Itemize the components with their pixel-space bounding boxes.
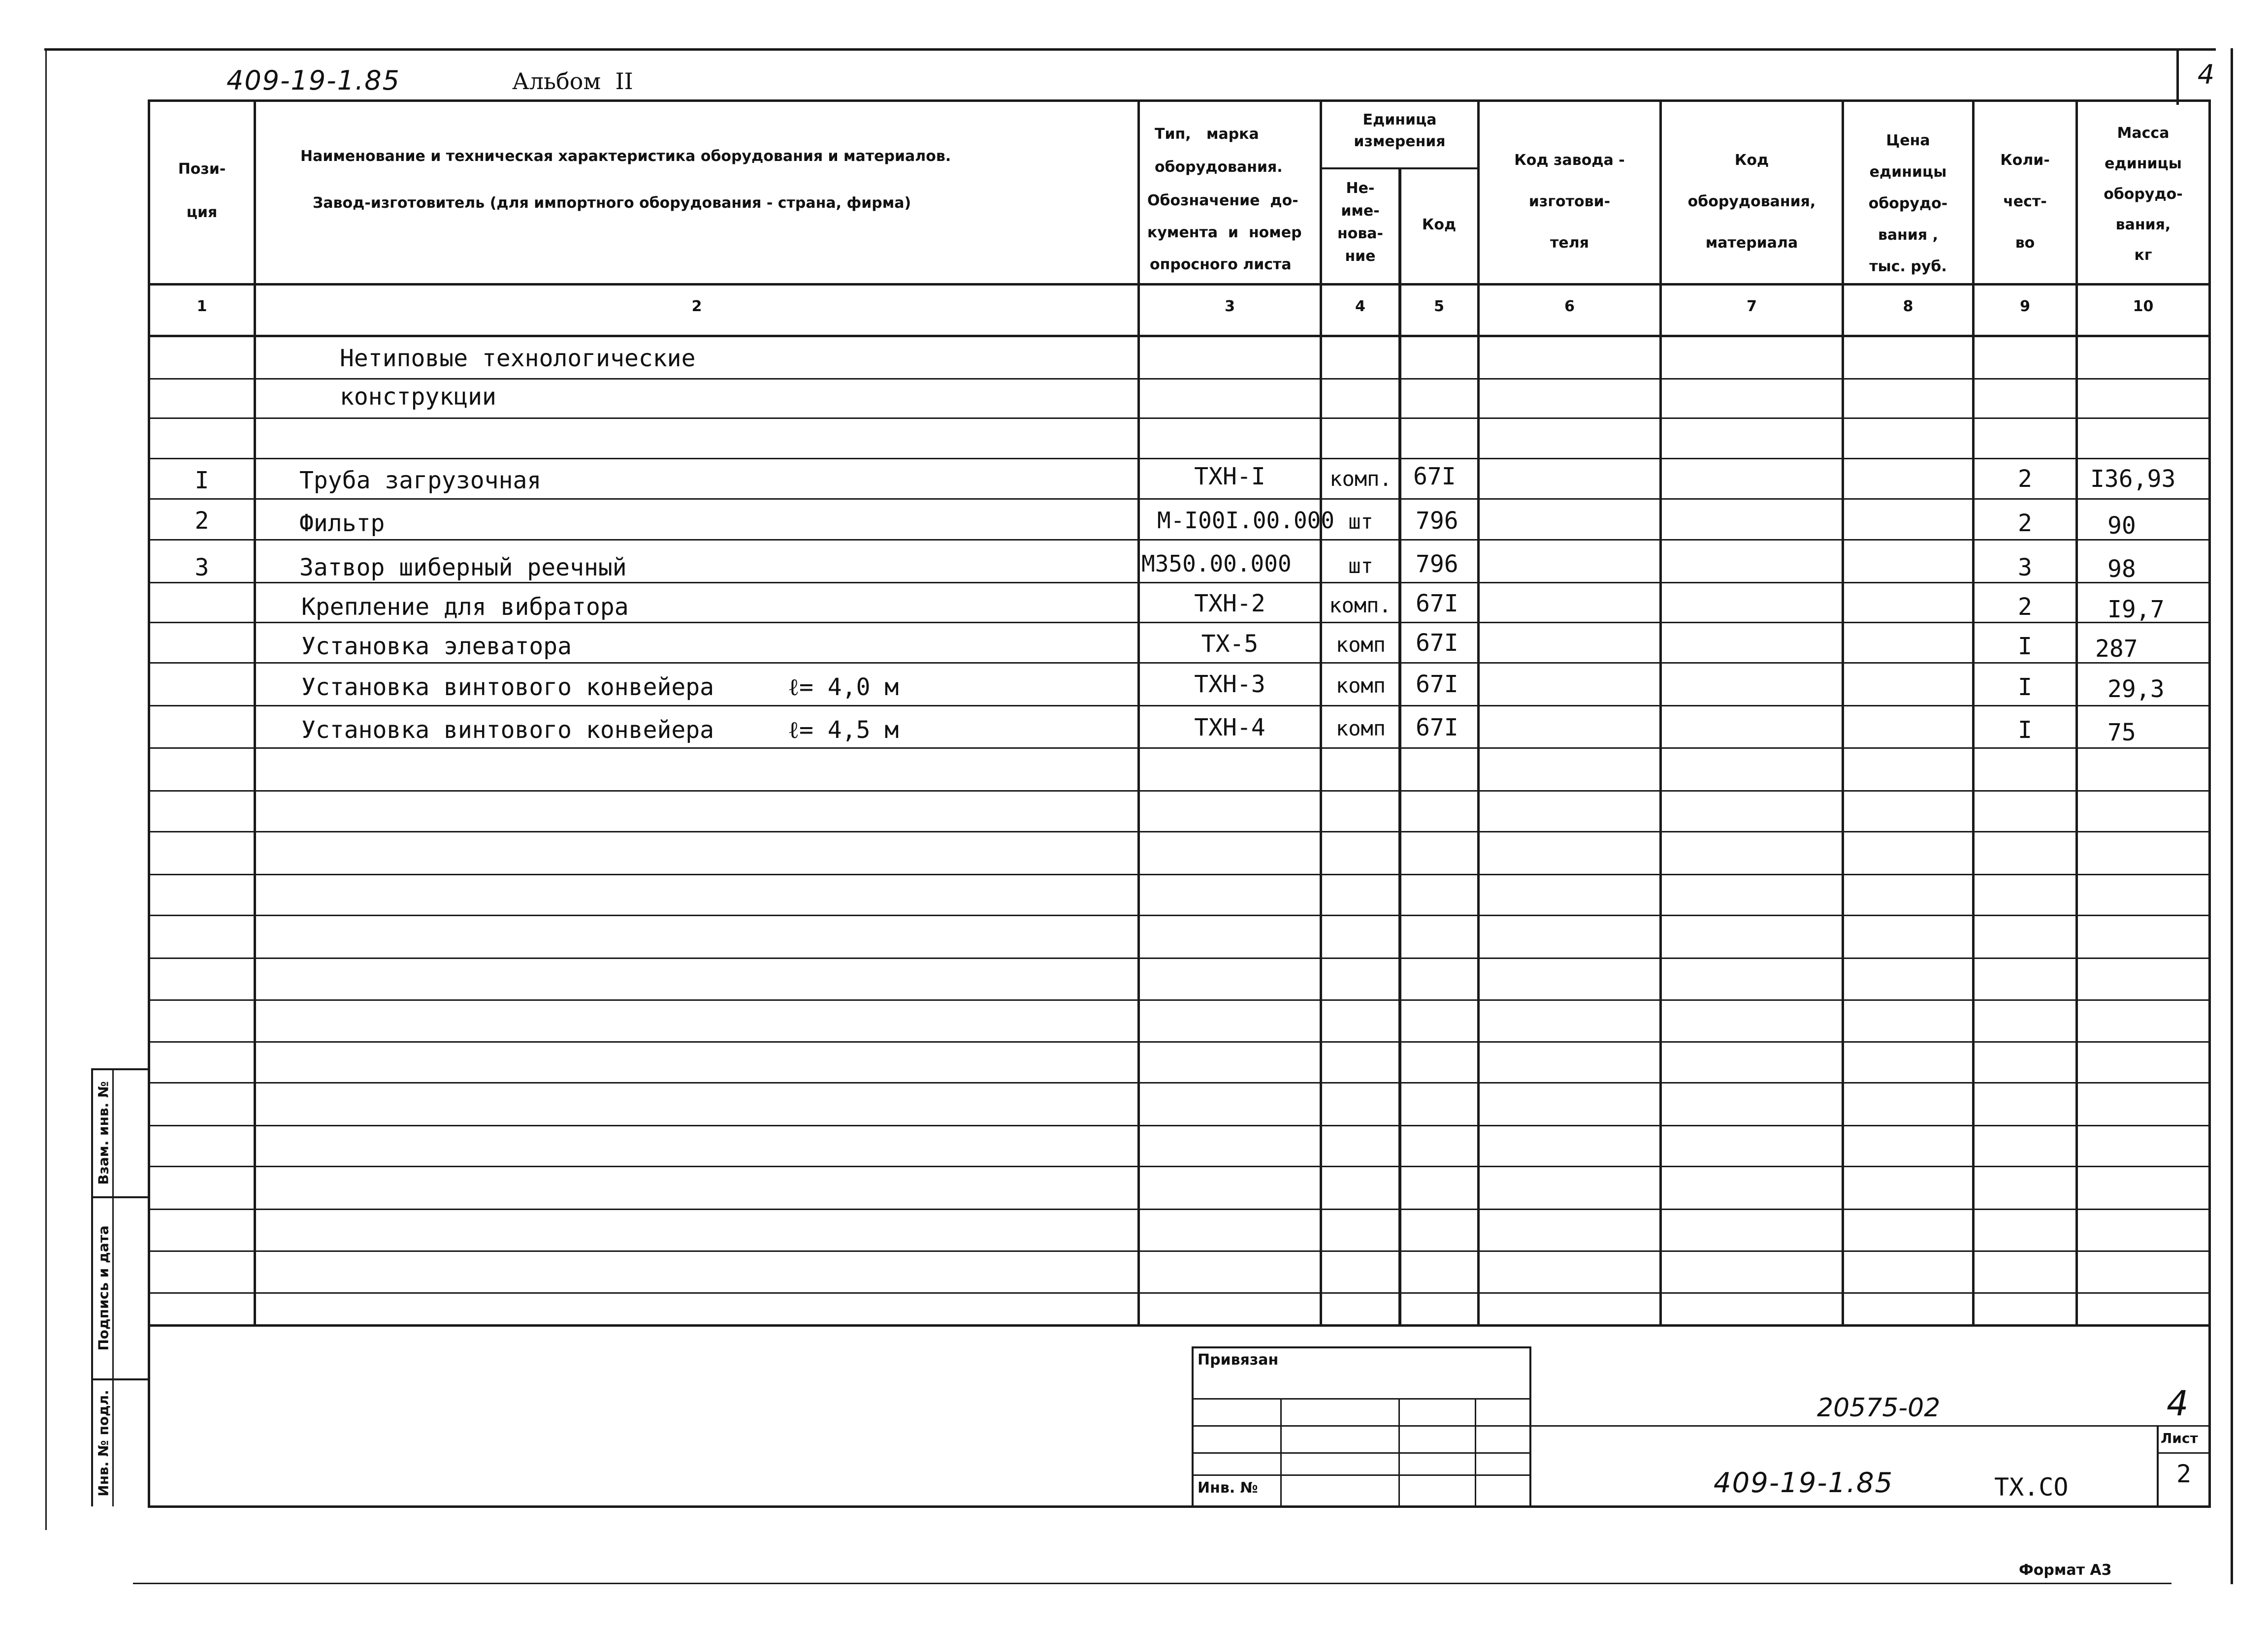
header-plant-code: Код завода - изготови- теля xyxy=(1514,152,1625,252)
row-7-unit: комп xyxy=(1335,716,1386,740)
row-5-unit: комп xyxy=(1335,633,1386,657)
row-4-qty: 2 xyxy=(2018,593,2032,621)
colnum-5: 5 xyxy=(1434,298,1444,315)
album-label: Альбом II xyxy=(512,68,633,95)
tb-list-box-mid xyxy=(2157,1452,2211,1454)
side-stamp-inner xyxy=(112,1068,114,1506)
row-separator xyxy=(148,915,2211,916)
row-separator xyxy=(148,582,2211,583)
header-equip-code: Код оборудования, материала xyxy=(1687,152,1816,252)
row-2-unit: шт xyxy=(1348,510,1373,534)
section-title-line1: Нетиповые технологические xyxy=(340,345,696,372)
row-separator xyxy=(148,1166,2211,1167)
row-separator xyxy=(148,378,2211,380)
header-quantity: Коли- чест- во xyxy=(2000,152,2050,252)
header-unit-name: Не- име- нова- ние xyxy=(1337,180,1384,265)
row-2-mass: 90 xyxy=(2107,512,2136,540)
row-separator xyxy=(148,831,2211,832)
row-7-code: 67I xyxy=(1416,714,1458,741)
left-frame-line xyxy=(45,48,47,1530)
row-6-unit: комп xyxy=(1335,673,1386,698)
row-2-pos: 2 xyxy=(194,507,209,535)
row-separator xyxy=(148,1209,2211,1210)
header-name-line2: Завод-изготовитель (для импортного оборудования - страна, фирма) xyxy=(313,194,911,212)
tb-inv-label: Инв. № xyxy=(1198,1479,1258,1497)
row-separator xyxy=(148,458,2211,459)
row-7-param: ℓ= 4,5 м xyxy=(788,716,899,744)
row-5-code: 67I xyxy=(1416,629,1458,657)
header-type-line2: оборудования. xyxy=(1155,159,1283,176)
row-separator xyxy=(148,662,2211,664)
row-7-name: Установка винтового конвейера xyxy=(301,716,714,744)
colnum-6: 6 xyxy=(1564,298,1575,315)
col-line-9 xyxy=(2075,99,2078,1325)
row-6-mass: 29,3 xyxy=(2107,675,2165,703)
row-1-code: 67I xyxy=(1413,463,1456,490)
row-6-type: ТХН-3 xyxy=(1194,670,1265,698)
col-line-1 xyxy=(254,99,256,1325)
tb-h4 xyxy=(1192,1474,1531,1476)
tb-doc-suffix: ТХ.СО xyxy=(1994,1473,2069,1501)
row-3-name: Затвор шиберный реечный xyxy=(299,554,627,581)
row-separator xyxy=(148,1292,2211,1294)
table-top-line xyxy=(148,99,2211,102)
colnum-8: 8 xyxy=(1903,298,1913,315)
row-4-name: Крепление для вибратора xyxy=(301,593,629,621)
section-title-line2: конструкции xyxy=(340,383,496,411)
row-2-name: Фильтр xyxy=(299,510,385,537)
row-1-unit: комп. xyxy=(1329,467,1392,491)
col-line-3 xyxy=(1320,99,1322,1325)
bottom-outer-line xyxy=(133,1583,2171,1584)
table-right-line xyxy=(2208,99,2211,1507)
row-1-mass: I36,93 xyxy=(2090,465,2176,493)
row-4-type: ТХН-2 xyxy=(1194,590,1265,617)
row-separator xyxy=(148,498,2211,500)
header-unit-code: Код xyxy=(1422,216,1457,233)
table-bottom-line xyxy=(148,1505,2211,1508)
col-line-4 xyxy=(1398,167,1401,1325)
side-stamp-left xyxy=(91,1068,93,1506)
tb-privyazan-top xyxy=(1192,1346,1531,1348)
col-line-7 xyxy=(1842,99,1844,1325)
row-2-code: 796 xyxy=(1416,507,1458,535)
side-inv-podl: Инв. № подл. xyxy=(95,1390,112,1497)
row-separator xyxy=(148,999,2211,1001)
colnum-bottom-line xyxy=(148,335,2211,337)
row-3-mass: 98 xyxy=(2107,555,2136,583)
col-line-8 xyxy=(1972,99,1975,1325)
row-2-type: М-I00I.00.000 xyxy=(1157,507,1335,534)
tb-order-number: 20575-02 xyxy=(1817,1393,1941,1423)
row-separator xyxy=(148,705,2211,706)
row-separator xyxy=(148,874,2211,875)
row-3-type: М350.00.000 xyxy=(1141,550,1292,577)
row-7-mass: 75 xyxy=(2107,719,2136,746)
header-unit-group: Единица измерения xyxy=(1354,111,1446,150)
tb-list-label: Лист xyxy=(2161,1430,2198,1446)
row-separator xyxy=(148,1041,2211,1043)
row-4-code: 67I xyxy=(1416,590,1458,617)
tb-h1 xyxy=(1192,1398,1531,1400)
row-3-unit: шт xyxy=(1348,554,1373,578)
row-6-name: Установка винтового конвейера xyxy=(301,673,714,701)
tb-v3 xyxy=(1475,1398,1476,1506)
row-separator xyxy=(148,958,2211,959)
row-6-param: ℓ= 4,0 м xyxy=(788,673,899,701)
right-frame-line xyxy=(2231,48,2233,1584)
row-separator xyxy=(148,622,2211,623)
colnum-1: 1 xyxy=(196,298,207,315)
header-name-line1: Наименование и техническая характеристика оборудования и материалов. xyxy=(300,148,951,165)
corner-sheet-number: 4 xyxy=(2197,59,2215,90)
row-separator xyxy=(148,1250,2211,1252)
tb-h2 xyxy=(1192,1425,2211,1427)
row-separator xyxy=(148,1082,2211,1084)
row-3-pos: 3 xyxy=(194,554,209,581)
side-podpis: Подпись и дата xyxy=(95,1225,112,1351)
row-separator xyxy=(148,417,2211,419)
row-5-qty: I xyxy=(2018,633,2032,660)
tb-list-value: 2 xyxy=(2176,1460,2192,1488)
row-1-name: Труба загрузочная xyxy=(299,467,542,494)
tb-v1 xyxy=(1280,1398,1282,1506)
format-label: Формат А3 xyxy=(2019,1562,2112,1579)
doc-code-header: 409-19-1.85 xyxy=(227,65,400,96)
tb-doc-code: 409-19-1.85 xyxy=(1714,1467,1894,1499)
col-line-6 xyxy=(1659,99,1662,1325)
row-separator xyxy=(148,747,2211,749)
header-price: Цена единицы оборудо- вания , тыс. руб. xyxy=(1868,132,1948,275)
row-1-type: ТХН-I xyxy=(1194,463,1265,490)
row-1-qty: 2 xyxy=(2018,465,2032,493)
row-1-pos: I xyxy=(194,467,209,494)
colnum-4: 4 xyxy=(1355,298,1365,315)
side-vzam-inv: Взам. инв. № xyxy=(95,1081,112,1185)
colnum-7: 7 xyxy=(1747,298,1757,315)
row-5-type: ТХ-5 xyxy=(1201,630,1259,658)
header-position: Пози- ция xyxy=(178,160,226,221)
row-5-name: Установка элеватора xyxy=(301,633,572,660)
row-separator xyxy=(148,1125,2211,1126)
row-7-type: ТХН-4 xyxy=(1194,714,1265,741)
colnum-10: 10 xyxy=(2133,298,2154,315)
tb-privyazan-label: Привязан xyxy=(1198,1351,1279,1369)
colnum-3: 3 xyxy=(1225,298,1235,315)
col-line-2 xyxy=(1137,99,1140,1325)
row-7-qty: I xyxy=(2018,716,2032,744)
row-6-qty: I xyxy=(2018,673,2032,701)
row-separator xyxy=(148,539,2211,541)
colnum-9: 9 xyxy=(2020,298,2030,315)
header-type-line5: опросного листа xyxy=(1150,256,1292,273)
colnum-2: 2 xyxy=(691,298,702,315)
header-mass: Масса единицы оборудо- вания, кг xyxy=(2104,125,2183,264)
row-5-mass: 287 xyxy=(2095,635,2138,663)
row-4-mass: I9,7 xyxy=(2107,596,2165,623)
header-type-line4: кумента и номер xyxy=(1147,224,1302,241)
header-bottom-line xyxy=(148,283,2211,286)
rows-bottom-line xyxy=(148,1324,2211,1327)
header-type-line3: Обозначение до- xyxy=(1147,192,1298,209)
row-3-code: 796 xyxy=(1416,550,1458,578)
row-separator xyxy=(148,790,2211,792)
row-6-code: 67I xyxy=(1416,670,1458,698)
row-4-unit: комп. xyxy=(1329,593,1392,617)
row-3-qty: 3 xyxy=(2018,554,2032,581)
top-frame-line xyxy=(44,48,2216,51)
tb-v2 xyxy=(1398,1398,1400,1506)
header-type-line1: Тип, марка xyxy=(1155,126,1259,143)
row-2-qty: 2 xyxy=(2018,510,2032,537)
corner-box-left xyxy=(2176,48,2179,105)
tb-sheet-hand: 4 xyxy=(2167,1383,2189,1424)
tb-h3 xyxy=(1192,1452,1531,1454)
col-line-5 xyxy=(1477,99,1480,1325)
